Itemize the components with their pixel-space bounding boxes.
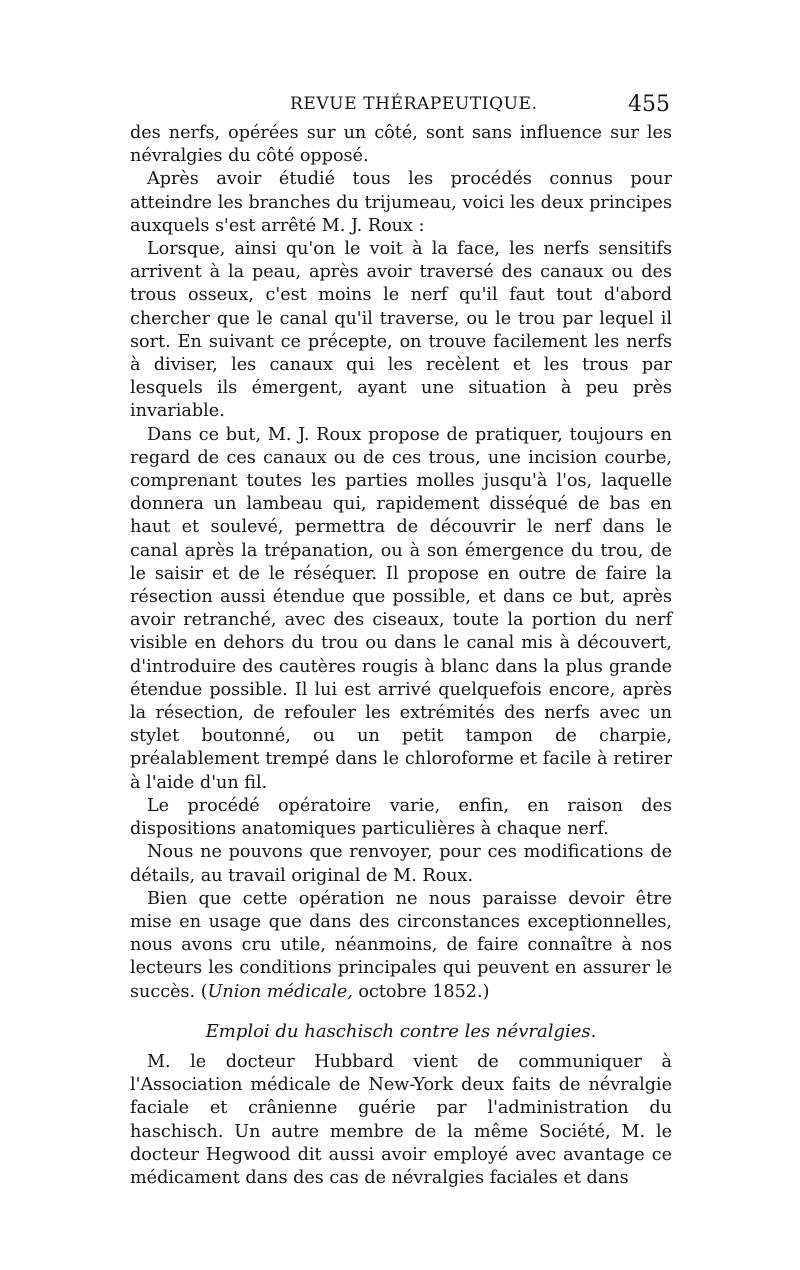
running-title: REVUE THÉRAPEUTIQUE. [290,94,538,114]
paragraph [130,888,672,1004]
paragraph-continued: des nerfs, opérées sur un côté, sont sans influence sur les névralgies du côté opposé. [130,123,672,167]
page-header [130,94,670,122]
paragraph: Nous ne pouvons que renvoyer, pour ces modifications de détails, au travail original de M. Roux. [130,842,672,886]
paragraph: Après avoir étudié tous les procédés connus pour atteindre les branches du trijumeau, voici les deux principes auxquels s'est arrêté M. J. Roux : [130,169,672,236]
paragraph-text: Bien que cette opération ne nous paraisse devoir être mise en usage que dans des circonstances exceptionnelles, nous avons cru utile, néanmoins, de faire connaître à nos lecteurs les conditions principales qui peuvent en assurer le succès. ( [130,888,672,1002]
section-title: Emploi du haschisch contre les névralgies. [205,1020,597,1042]
page-number: 455 [628,92,670,117]
paragraph: Le procédé opératoire varie, enfin, en raison des dispositions anatomiques particulières à chaque nerf. [130,795,672,840]
citation-date: octobre 1852.) [352,981,490,1002]
paragraph: Lorsque, ainsi qu'on le voit à la face, les nerfs sensitifs arrivent à la peau, après avoir traversé des canaux ou des trous osseux, c'est moins le nerf qu'il faut tout d'abord chercher que le canal qu'il traverse, ou le trou par lequel il sort. En suivant ce précepte, on trouve facilement les nerfs à diviser, les canaux qui les recèlent et les trous par lesquels ils émergent, ayant une situation à peu près invariable. [130,239,672,422]
page-body [130,122,672,1190]
citation-source: Union médicale, [207,981,353,1002]
paragraph: M. le docteur Hubbard vient de communiquer à l'Association médicale de New-York deux faits de névralgie faciale et crânienne guérie par l'administration du haschisch. Un autre membre de la même Société, M. le docteur Hegwood dit aussi avoir employé avec avantage ce médicament dans des cas de névralgies faciales et dans [130,1051,672,1188]
paragraph: Dans ce but, M. J. Roux propose de pratiquer, toujours en regard de ces canaux ou de ces trous, une incision courbe, comprenant toutes les parties molles jusqu'à l'os, laquelle donnera un lambeau qui, rapidement disséqué de bas en haut et soulevé, permettra de découvrir le nerf dans le canal après la trépanation, ou à son émergence du trou, de le saisir et de le réséquer. Il propose en outre de faire la résection aussi étendue que possible, et dans ce but, après avoir retranché, avec des ciseaux, toute la portion du nerf visible en dehors du trou ou dans le canal mis à découvert, d'introduire des cautères rougis à blanc dans la plus grande étendue possible. Il lui est arrivé quelquefois encore, après la résection, de refouler les extrémités des nerfs avec un stylet boutonné, ou un petit tampon de charpie, préalablement trempé dans le chloroforme et facile à retirer à l'aide d'un fil. [130,424,672,793]
